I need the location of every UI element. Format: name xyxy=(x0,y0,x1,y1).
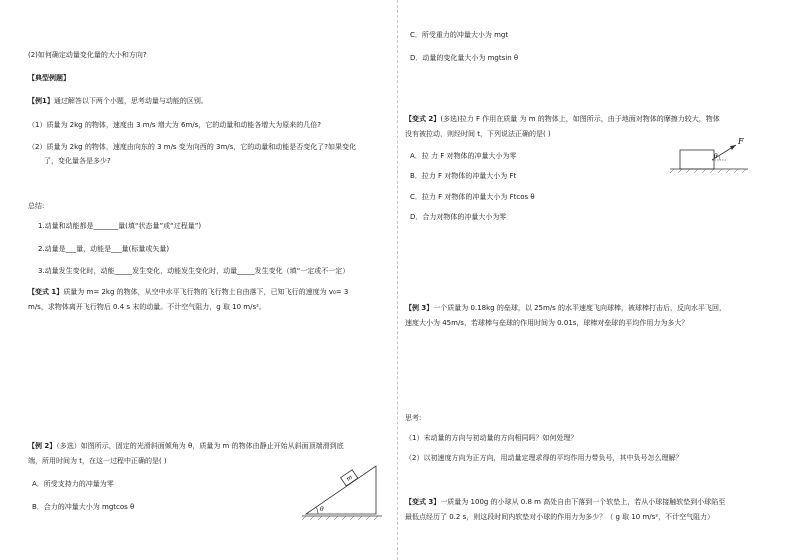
example-2-line-2: 端，所用时间为 t，在这一过程中正确的是( ) xyxy=(28,457,167,465)
variant-2-option-b: B．拉力 F 对物体的冲量大小为 Ft xyxy=(410,172,517,180)
variant-2-text: (多选)拉力 F 作用在质量 为 m 的物体上，如图所示，由于地面对物体的摩擦力较大，物体 xyxy=(440,115,720,123)
block xyxy=(680,150,714,169)
example-2-text: （多选）如图所示，固定的光滑斜面倾角为 θ，质量为 m 的物体由静止开始从斜面顶端滑到底 xyxy=(56,442,344,450)
variant-3-text: 一质量为 100g 的小球从 0.8 m 高处自由下落到一个软垫上，若从小球接触软垫到小球陷至 xyxy=(440,498,726,506)
example-2-label: 【例 2】 xyxy=(28,442,57,450)
variant-2-option-c: C．拉力 F 对物体的冲量大小为 Ftcos θ xyxy=(410,193,535,201)
force-label: F xyxy=(738,137,744,146)
summary-item-1: 1.动量和动能都是_______量(填“状态量”或“过程量”) xyxy=(38,222,202,230)
variant-2-option-a: A．拉 力 F 对物体的冲量大小为零 xyxy=(410,152,517,160)
variant-2-label: 【变式 2】 xyxy=(405,115,441,123)
example-3-text: 一个质量为 0.18kg 的垒球，以 25m/s 的水平速度飞向球棒，被球棒打击后，反向水平飞回， xyxy=(433,304,727,312)
variant-1-line-1 xyxy=(28,287,348,297)
think-question-2: （2）以初速度方向为正方向，用动量定理求得的平均作用力带负号，其中负号怎么理解？ xyxy=(405,454,683,462)
example-3-line-2: 速度大小为 45m/s，若球棒与垒球的作用时间为 0.01s，球棒对垒球的平均作用力为多大？ xyxy=(405,319,689,327)
floor-hatch xyxy=(670,169,746,173)
mass-block xyxy=(341,470,358,486)
angle-arc xyxy=(316,507,318,514)
variant-2-line-1 xyxy=(405,114,720,124)
variant-2-option-d: D．合力对物体的冲量大小为零 xyxy=(410,213,507,221)
example-2-option-d: D．动量的变化量大小为 mgtsin θ xyxy=(410,54,519,62)
example-2-option-b: B．合力的冲量大小为 mgtcos θ xyxy=(32,503,135,511)
ground-hatch xyxy=(302,516,378,520)
summary-item-3: 3.动量发生变化时，动能_____发生变化，动能发生变化时，动量_____发生变化（填“一定或不一定） xyxy=(38,267,350,275)
example-1-question-2-line-2: 了，变化量各是多少? xyxy=(44,157,111,165)
section-title: 【典型例题】 xyxy=(28,74,70,82)
example-1-label: 【例1】 xyxy=(28,97,54,105)
example-1-question-1: （1）质量为 2kg 的物体，速度由 3 m/s 增大为 6m/s，它的动量和动能各增大为原来的几倍? xyxy=(28,121,322,129)
think-title: 思考: xyxy=(405,414,422,422)
variant-3-label: 【变式 3】 xyxy=(405,498,441,506)
heading-q2: (2)如何确定动量变化量的大小和方向? xyxy=(28,51,147,59)
example-3-label: 【例 3】 xyxy=(405,304,434,312)
example-2-line-1 xyxy=(28,441,344,451)
example-3-line-1 xyxy=(405,303,726,313)
incline-triangle xyxy=(306,466,376,514)
column-divider xyxy=(397,0,399,560)
variant-1-text: 质量为 m= 2kg 的物体，从空中水平飞行物的飞行物上自由落下，已知飞行的速度为 v₀= 3 xyxy=(63,288,349,296)
example-2-option-a: A．所受支持力的冲量为零 xyxy=(32,480,114,488)
force-arrow-head xyxy=(730,145,736,150)
think-question-1: （1）末动量的方向与初动量的方向相同吗？如何处理？ xyxy=(405,434,578,442)
incline-figure xyxy=(300,462,390,524)
variant-3-line-1 xyxy=(405,497,725,507)
example-2-option-c: C．所受重力的冲量大小为 mgt xyxy=(410,31,509,39)
force-angle-label: θ xyxy=(714,153,718,160)
incline-angle-label: θ xyxy=(320,506,324,513)
variant-2-line-2: 没有被拉动，则经时间 t，下列说法正确的是( ) xyxy=(405,130,551,138)
mass-label: m xyxy=(345,473,354,483)
example-1-question-2-line-1: （2）质量为 2kg 的物体，速度由向东的 3 m/s 变为向西的 3m/s，它的动量和动能是否变化了?如果变化 xyxy=(28,143,357,151)
variant-1-line-2: m/s，求物体离开飞行物后 0.4 s 末的动量。不计空气阻力，g 取 10 m/s²。 xyxy=(28,303,266,311)
variant-1-label: 【变式 1】 xyxy=(28,288,64,296)
summary-item-2: 2.动量是___量，动能是___量(标量或矢量) xyxy=(38,245,170,253)
variant-3-line-2: 最低点经历了 0.2 s，则这段时间内软垫对小球的作用力为多少？（ g 取 10 m/s²，不计空气阻力） xyxy=(405,513,715,521)
force-angle-arc xyxy=(719,156,720,160)
summary-title: 总结: xyxy=(28,202,45,210)
example-1-intro xyxy=(28,96,208,106)
example-1-text: 通过解答以下两个小题，思考动量与动能的区别。 xyxy=(53,97,208,105)
force-figure xyxy=(668,136,752,180)
